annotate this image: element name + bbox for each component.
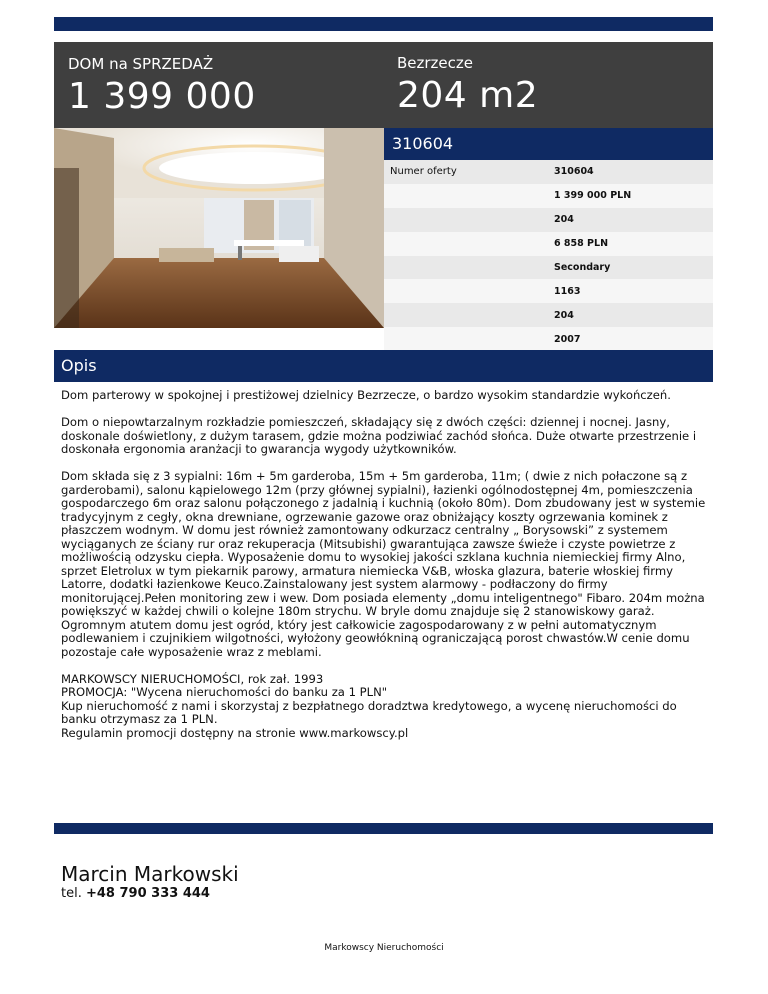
property-photo (54, 128, 384, 328)
phone-label: tel. (61, 886, 82, 901)
spec-row (384, 303, 713, 327)
spec-label: Numer oferty (390, 166, 457, 178)
listing-area: 204 m2 (397, 75, 539, 116)
footer-company: Markowscy Nieruchomości (324, 943, 444, 953)
promo-line: Kup nieruchomość z nami i skorzystaj z bezpłatnego doradztwa kredytowego, a wycenę nieruchomości do banku otrzymasz za 1 PLN. (61, 698, 677, 726)
offer-number-header: 310604 (384, 128, 713, 160)
listing-price: 1 399 000 (68, 76, 256, 117)
spec-value: 1163 (554, 285, 581, 297)
promo-line: MARKOWSCY NIERUCHOMOŚCI, rok zał. 1993 (61, 671, 324, 686)
agent-contact (61, 862, 239, 902)
spec-row (384, 208, 713, 232)
description-paragraph: Dom składa się z 3 sypialni: 16m + 5m garderoba, 15m + 5m garderoba, 11m; ( dwie z nich połaczone są z garderobami), salonu kąpielowego 12m (przy głównej sypialni), łazienki ogólnodostępnej 4m, pomieszczenia gospodarczego 6m oraz salonu połączonego z jadalnią i kuchnią (około 80m). Dom zbudowany jest w systemie tradycyjnym z cegły, okna drewniane, ogrzewanie gazowe oraz obniżający koszty ogrzewania kominek z płaszczem wodnym. W domu jest również zamontowany odkurzacz centralny „ Borysowski” z systemem wyciąganych ze ściany rur oraz rekuperacja (Mitsubishi) gwarantująca zawsze świeże i czyste powietrze z możliwością odzysku ciepła. Wyposażenie domu to wysokiej jakości szklana kuchnia niemieckiej firmy Alno, sprzet Eletrolux w tym piekarnik parowy, armatura niemiecka V&B, włoska glazura, baterie włoskiej firmy Latorre, dodatki łazienkowe Keuco.Zainstalowany jest system alarmowy - podłaczony do firmy monitorującej.Pełen monitoring zew i wew. Dom posiada elementy „domu inteligentnego" Fibaro. 204m można powiększyć w każdej chwili o kolejne 180m strychu. W bryle domu znajduje się 2 stanowiskowy garaż. Ogromnym atutem domu jest ogród, który jest całkowicie zagospodarowany z w pełni automatycznym podlewaniem i czujnikiem wilgotności, wyłożony geowłókniną ograniczającą porost chwastów.W cenie domu pozostaje całe wyposażenie wraz z meblami. (61, 469, 706, 659)
promo-line: Regulamin promocji dostępny na stronie www.markowscy.pl (61, 725, 409, 740)
specs-table (384, 160, 713, 351)
spec-row (384, 279, 713, 303)
header-left (68, 55, 256, 117)
spec-value: 6 858 PLN (554, 238, 609, 250)
description-paragraph: Dom parterowy w spokojnej i prestiżowej dzielnicy Bezrzecze, o bardzo wysokim standardzie wykończeń. (61, 388, 671, 402)
specs-panel (384, 128, 713, 351)
spec-row (384, 160, 713, 184)
spec-row (384, 256, 713, 280)
agent-name: Marcin Markowski (61, 862, 239, 886)
spec-value: 2007 (554, 333, 581, 345)
description-header: Opis (54, 350, 713, 382)
spec-row (384, 327, 713, 351)
promo-block (61, 673, 711, 741)
phone-number: +48 790 333 444 (85, 886, 210, 901)
spec-row (384, 232, 713, 256)
listing-type-label: DOM na SPRZEDAŻ (68, 55, 214, 73)
spec-value: 204 (554, 309, 574, 321)
agent-phone (61, 886, 239, 902)
bottom-accent-bar (54, 823, 713, 834)
spec-value: 1 399 000 PLN (554, 190, 632, 202)
header-right (397, 54, 538, 116)
spec-value: Secondary (554, 262, 611, 273)
listing-header (54, 42, 713, 128)
top-accent-bar (54, 17, 713, 31)
spec-row (384, 184, 713, 208)
description-body (61, 389, 711, 740)
spec-value: 204 (554, 214, 574, 226)
spec-value: 310604 (554, 166, 594, 178)
listing-location: Bezrzecze (397, 54, 474, 72)
promo-line: PROMOCJA: "Wycena nieruchomości do banku za 1 PLN" (61, 685, 388, 699)
description-paragraph: Dom o niepowtarzalnym rozkładzie pomieszczeń, składający się z dwóch części: dziennej i nocnej. Jasny, doskonale doświetlony, z dużym tarasem, gdzie można podziwiać zachód słońca. Duże otwarte przestrzenie i doskonała ergonomia aranżacji to gwarancja wygody użytkowników. (61, 415, 697, 456)
